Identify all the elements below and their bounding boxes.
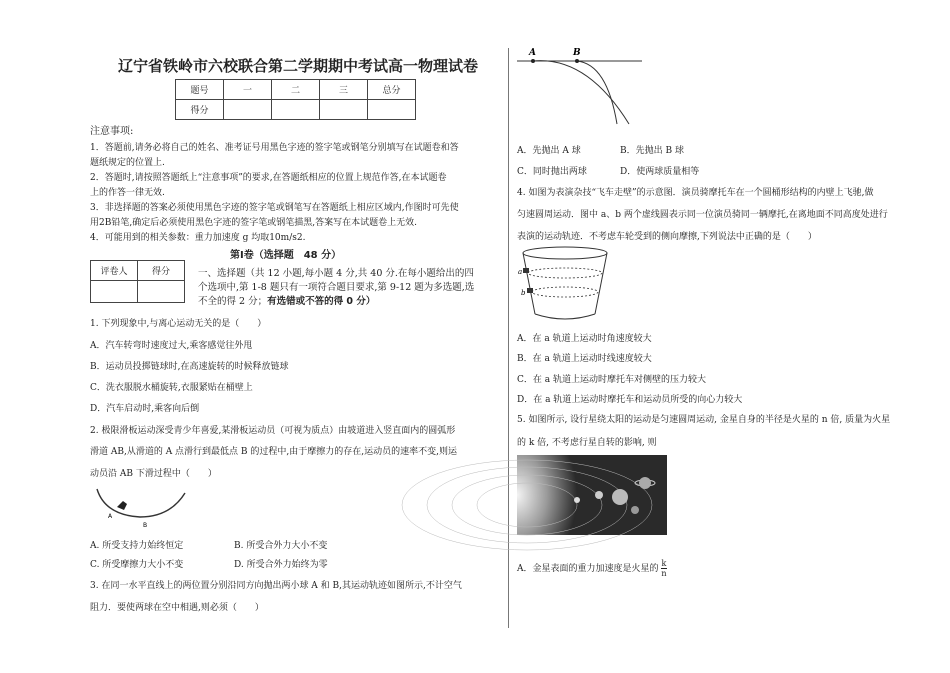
option: C．同时抛出两球 — [517, 167, 587, 177]
option: B. 所受合外力大小不变 — [234, 541, 328, 551]
projectile-trajectory-figure — [517, 44, 647, 129]
option: A．先抛出 A 球 — [517, 146, 581, 156]
question-stem: 动员沿 AB 下滑过程中（ ） — [90, 469, 217, 479]
section-heading: 第Ⅰ卷（选择题 48 分） — [230, 250, 342, 261]
question-stem: 阻力．要使两球在空中相遇,则必须（ ） — [90, 603, 264, 613]
note-line: 2．答题时,请按照答题纸上“注意事项”的要求,在答题纸相应的位置上规范作答,在本试题卷 — [90, 173, 447, 183]
grader-label: 得分 — [138, 261, 185, 281]
score-table — [175, 79, 416, 120]
section-intro: 一、选择题（共 12 小题,每小题 4 分,共 40 分.在每小题给出的四 — [198, 268, 474, 279]
note-line: 3．非选择题的答案必须使用黑色字迹的签字笔或钢笔写在答题纸上相应区域内,作图时可先使 — [90, 203, 459, 213]
figure-label: A — [108, 513, 113, 520]
note-line: 题纸规定的位置上. — [90, 158, 165, 168]
option: B．先抛出 B 球 — [620, 146, 684, 156]
note-line: 上的作答一律无效. — [90, 188, 165, 198]
question-stem: 5. 如图所示, 设行星绕太阳的运动是匀速圆周运动, 金星自身的半径是火星的 n 倍, 质量为火星 — [517, 415, 891, 425]
question-stem: 滑道 AB,从滑道的 A 点滑行到最低点 B 的过程中,由于摩擦力的存在,运动员的速率不变,则运 — [90, 447, 457, 457]
option: A．汽车转弯时速度过大,乘客感觉往外甩 — [90, 341, 253, 351]
section-intro-text: 不全的得 2 分； — [198, 296, 268, 307]
figure-label: a — [518, 268, 523, 276]
fraction-denominator: n — [661, 569, 667, 578]
option: C．在 a 轨道上运动时摩托车对侧壁的压力较大 — [517, 375, 706, 385]
score-cell — [320, 100, 368, 120]
option — [517, 557, 667, 581]
fraction — [661, 559, 666, 578]
score-cell — [224, 100, 272, 120]
question-stem: 4. 如图为表演杂技“飞车走壁”的示意图．演员骑摩托车在一个圆桶形结构的内壁上飞驰,做 — [517, 188, 874, 198]
column-divider — [508, 48, 509, 628]
option: D. 所受合外力始终为零 — [234, 560, 328, 570]
figure-label: B — [573, 48, 581, 58]
score-cell-header: 总分 — [368, 80, 416, 100]
question-stem: 匀速圆周运动．图中 a、b 两个虚线圆表示同一位演员骑同一辆摩托,在离地面不同高度处进行 — [517, 210, 888, 220]
option: A．在 a 轨道上运动时角速度较大 — [517, 334, 652, 344]
section-intro — [198, 296, 375, 308]
note-line: 用2B铅笔,确定后必须使用黑色字迹的签字笔或钢笔描黑,答案写在本试题卷上无效. — [90, 218, 417, 228]
question-stem: 的 k 倍, 不考虑行星自转的影响, 则 — [517, 438, 657, 448]
page-title: 辽宁省铁岭市六校联合第二学期期中考试高一物理试卷 — [117, 57, 478, 75]
score-cell-header: 三 — [320, 80, 368, 100]
option: C. 所受摩擦力大小不变 — [90, 560, 184, 570]
figure-label: B — [143, 522, 148, 529]
score-cell-header: 题号 — [176, 80, 224, 100]
question-stem: 2. 极限滑板运动深受青少年喜爱,某滑板运动员（可视为质点）由坡道进入竖直面内的圆弧形 — [90, 426, 456, 436]
option: A. 所受支持力始终恒定 — [90, 541, 184, 551]
score-cell-header: 二 — [272, 80, 320, 100]
figure-label: b — [521, 289, 526, 297]
score-cell — [368, 100, 416, 120]
option: B．运动员投掷链球时,在高速旋转的时候释放链球 — [90, 362, 289, 372]
question-stem: 表演的运动轨迹．不考虑车轮受到的侧向摩擦,下列说法中正确的是（ ） — [517, 232, 817, 242]
option: D．在 a 轨道上运动时摩托车和运动员所受的向心力较大 — [517, 395, 743, 405]
grader-cell — [138, 281, 185, 303]
note-line: 4．可能用到的相关参数：重力加速度 g 均取10m/s2. — [90, 233, 306, 243]
score-cell-header: 一 — [224, 80, 272, 100]
grader-label: 评卷人 — [91, 261, 138, 281]
notes-heading: 注意事项: — [90, 126, 134, 137]
grader-cell — [91, 281, 138, 303]
question-stem: 3. 在同一水平直线上的两位置分别沿同方向抛出两小球 A 和 B,其运动轨迹如图所示,不计空气 — [90, 581, 462, 591]
fraction-numerator: k — [661, 559, 667, 568]
skateboard-track-figure — [95, 485, 190, 530]
solar-system-image — [517, 455, 667, 535]
option: C．洗衣服脱水桶旋转,衣服紧贴在桶壁上 — [90, 383, 253, 393]
figure-label: A — [529, 48, 536, 58]
question-stem: 1. 下列现象中,与离心运动无关的是（ ） — [90, 319, 267, 329]
note-line: 1．答题前,请务必将自己的姓名、准考证号用黑色字迹的签字笔或钢笔分别填写在试题卷和答 — [90, 143, 459, 153]
section-intro: 个选项中,第 1-8 题只有一项符合题目要求,第 9-12 题为多选题,选 — [198, 282, 475, 293]
wall-of-death-figure — [515, 244, 615, 324]
option: D．使两球质量相等 — [620, 167, 700, 177]
section-intro-bold: 有选错或不答的得 0 分） — [267, 296, 376, 307]
option: D．汽车启动时,乘客向后倒 — [90, 404, 200, 414]
grader-table — [90, 260, 185, 303]
option-text: A．金星表面的重力加速度是火星的 — [517, 564, 659, 574]
score-row-label: 得分 — [176, 100, 224, 120]
score-cell — [272, 100, 320, 120]
option: B．在 a 轨道上运动时线速度较大 — [517, 354, 652, 364]
